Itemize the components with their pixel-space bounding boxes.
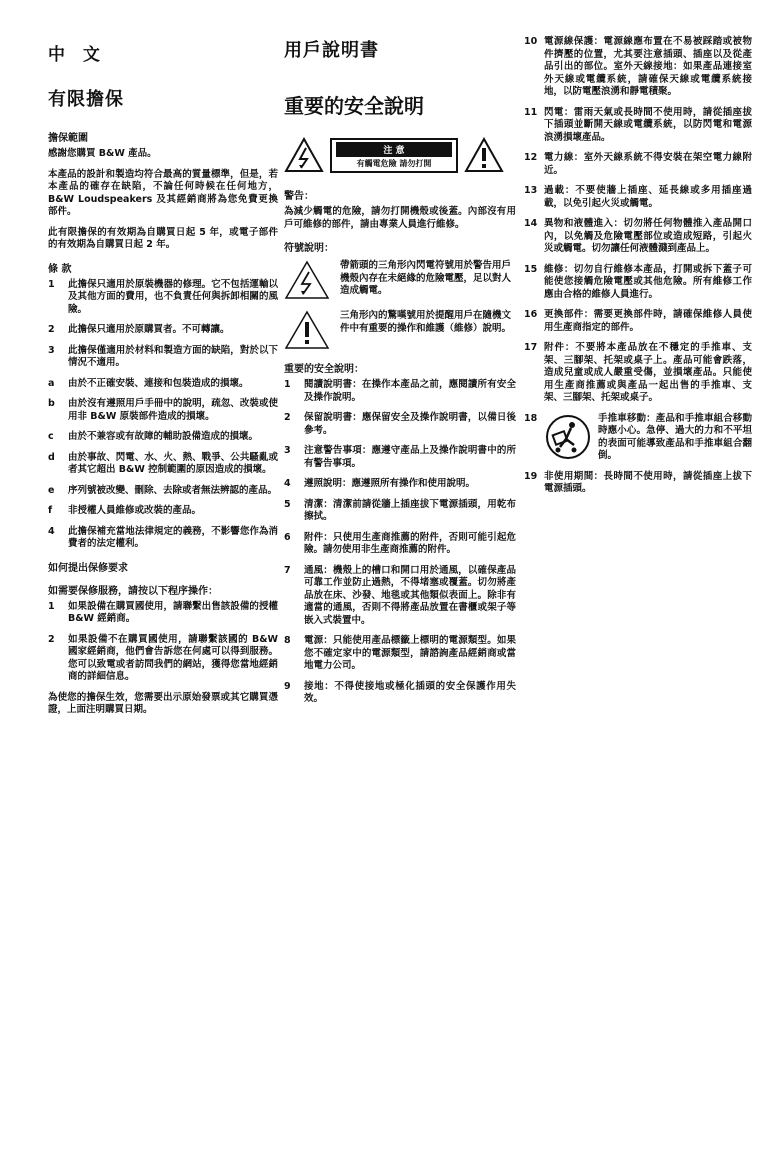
- list-item: 2 保留說明書：應保留安全及操作說明書，以備日後參考。: [284, 412, 516, 436]
- terms-heading: 條 款: [48, 263, 72, 275]
- list-item: 9 接地：不得使接地或極化插頭的安全保護作用失效。: [284, 680, 516, 704]
- list-item: 10 電源線保護：電源線應布置在不易被踩踏或被物件擠壓的位置，尤其要注意插頭、插座以及從產品引出的部位。室外天線接地：如果產品連接室外天線或電纜系統，請確保天線或電纜系統接地，以防電壓浪湧和靜電積聚。: [524, 36, 752, 97]
- list-item: d 由於事故、閃電、水、火、熱、戰爭、公共騷亂或者其它超出 B&W 控制範圍的原因造成的損壞。: [48, 451, 278, 475]
- warning-heading: 警告：: [284, 191, 314, 202]
- symbol-lightning-text: 帶箭頭的三角形內閃電符號用於警告用戶機殼內存在未絕緣的危險電壓，足以對人造成觸電。: [340, 260, 512, 296]
- list-item: f 非授權人員維修或改裝的產品。: [48, 505, 202, 516]
- list-item: 2 此擔保只適用於原購買者。不可轉讓。: [48, 324, 230, 335]
- claim-heading: 如何提出保修要求: [48, 562, 128, 574]
- list-item: 1 閱讀說明書：在操作本產品之前，應閱讀所有安全及操作說明。: [284, 379, 516, 403]
- list-item: 5 清潔：清潔前請從牆上插座拔下電源插頭，用乾布擦拭。: [284, 498, 516, 522]
- list-item: 13 過載：不要使牆上插座、延長線或多用插座過載，以免引起火災或觸電。: [524, 185, 752, 209]
- symbol-exclamation-text: 三角形內的驚嘆號用於提醒用戶在隨機文件中有重要的操作和維護（維修）說明。: [340, 310, 512, 334]
- column-warranty: [48, 36, 278, 725]
- list-item: 7 通風：機殼上的槽口和開口用於通風，以確保產品可靠工作並防止過熱，不得堵塞或覆蓋。切勿將產品放在床、沙發、地毯或其他類似表面上。除非有適當的通風，否則不得將產品放置在書櫃或架子等嵌入式裝置中。: [284, 564, 516, 626]
- warranty-period: 此有限擔保的有效期為自購買日起 5 年，或電子部件的有效期為自購買日起 2 年。: [48, 226, 278, 250]
- list-item: 19 非使用期間：長時間不使用時，請從插座上拔下電源插頭。: [524, 470, 752, 494]
- warranty-thanks: 感謝您購買 B&W 產品。: [48, 148, 157, 159]
- list-item: e 序列號被改變、刪除、去除或者無法辨認的產品。: [48, 484, 278, 496]
- claim-note: 為使您的擔保生效，您需要出示原始發票或其它購買憑證，上面注明購買日期。: [48, 691, 278, 715]
- safety-list-continued: [524, 36, 752, 496]
- warranty-scope-heading: 擔保範圍: [48, 133, 88, 144]
- lightning-triangle-icon: [284, 137, 324, 173]
- list-item: 4 遵照說明：應遵照所有操作和使用說明。: [284, 478, 476, 489]
- list-item: 1 此擔保只適用於原裝機器的修理。它不包括運輸以及其他方面的費用，也不負責任何與拆卸相關的風險。: [48, 278, 278, 315]
- list-item: 15 維修：切勿自行維修本產品，打開或拆下蓋子可能使您接觸危險電壓或其他危險。所有維修工作應由合格的維修人員進行。: [524, 263, 752, 300]
- caution-label-row: [284, 137, 516, 173]
- warning-text: 為減少觸電的危險，請勿打開機殼或後蓋。內部沒有用戶可維修的部件，請由專業人員進行維修。: [284, 206, 516, 230]
- list-item: 8 電源：只能使用產品標籤上標明的電源類型。如果您不確定家中的電源類型，請諮詢產品經銷商或當地電力公司。: [284, 635, 516, 671]
- symbol-exclamation-row: [284, 310, 516, 350]
- language-heading: 中 文: [48, 45, 106, 65]
- list-item: 3 此擔保僅適用於材料和製造方面的缺陷，對於以下情況不適用。: [48, 344, 278, 368]
- cart-warning-block: 手推車移動：產品和手推車組合移動時應小心。急停、過大的力和不平坦的表面可能導致產品和手推車組合翻倒。: [544, 413, 752, 463]
- list-item: 4 此擔保補充當地法律規定的義務，不影響您作為消費者的法定權利。: [48, 525, 278, 549]
- lightning-triangle-icon: [284, 260, 330, 300]
- warranty-intro: 本產品的設計和製造均符合最高的質量標準，但是，若本產品的確存在缺陷，不論任何時候在任何地方，B&W Loudspeakers 及其經銷商將為您免費更換部件。: [48, 168, 278, 217]
- terms-list: [48, 279, 278, 551]
- list-item: 14 異物和液體進入：切勿將任何物體推入產品開口內，以免觸及危險電壓部位或造成短路，引起火災或觸電。切勿讓任何液體濺到產品上。: [524, 218, 752, 254]
- list-item: 3 注意警告事項：應遵守產品上及操作說明書中的所有警告事項。: [284, 445, 516, 469]
- cart-tipping-icon: [544, 413, 592, 461]
- safety-title: 重要的安全說明: [284, 94, 424, 118]
- caution-label-top: 注 意: [336, 142, 452, 157]
- list-item: 12 電力線：室外天線系統不得安裝在架空電力線附近。: [524, 152, 752, 176]
- list-item: c 由於不兼容或有故障的輔助設備造成的損壞。: [48, 431, 259, 442]
- list-item: 2 如果設備不在購買國使用，請聯繫該國的 B&W 國家經銷商，他們會告訴您在何處可以得到服務。您可以致電或者訪問我們的網站，獲得您當地經銷商的詳細信息。: [48, 633, 278, 682]
- claim-subheading: 如需要保修服務，請按以下程序操作：: [48, 585, 218, 597]
- list-item: 6 附件：只使用生產商推薦的附件，否則可能引起危險。請勿使用非生產商推薦的附件。: [284, 531, 516, 555]
- caution-label: [330, 138, 458, 173]
- list-item: 11 閃電：雷雨天氣或長時間不使用時，請從插座拔下插頭並斷開天線或電纜系統，以防閃電和電源浪湧損壞產品。: [524, 106, 752, 143]
- list-item-cart-warning: 18 手推車移動：產品和手推車組合移動時應小心。急停、過大的力和不平坦的表面可能導致產品和手推車組合翻倒。: [524, 412, 752, 461]
- column-safety-continued: [524, 36, 752, 504]
- instructions-list: [284, 379, 516, 706]
- list-item: 16 更換部件：需要更換部件時，請確保維修人員使用生產商指定的部件。: [524, 309, 752, 333]
- warranty-title: 有限擔保: [48, 89, 124, 110]
- column-safety: [284, 36, 516, 714]
- symbols-heading: 符號說明：: [284, 243, 334, 254]
- caution-label-text: 有觸電危險 請勿打開: [356, 158, 432, 168]
- list-item: 1 如果設備在購買國使用，請聯繫出售該設備的授權 B&W 經銷商。: [48, 600, 278, 624]
- list-item: b 由於沒有遵照用戶手冊中的說明，疏忽、改裝或使用非 B&W 原裝部件造成的損壞。: [48, 398, 278, 422]
- list-item: 17 附件：不要將本產品放在不穩定的手推車、支架、三腳架、托架或桌子上。產品可能會跌落，造成兒童或成人嚴重受傷，並損壞產品。只能使用生產商推薦或與產品一起出售的手推車、支架、三腳架、托架或桌子。: [524, 342, 752, 403]
- instructions-heading: 重要的安全說明：: [284, 364, 364, 375]
- exclamation-triangle-icon: [464, 137, 504, 173]
- exclamation-triangle-icon: [284, 310, 330, 350]
- list-item: a 由於不正確安裝、連接和包裝造成的損壞。: [48, 377, 249, 389]
- symbol-lightning-row: [284, 260, 516, 300]
- claims-list: [48, 601, 278, 684]
- manual-title: 用戶說明書: [284, 40, 379, 61]
